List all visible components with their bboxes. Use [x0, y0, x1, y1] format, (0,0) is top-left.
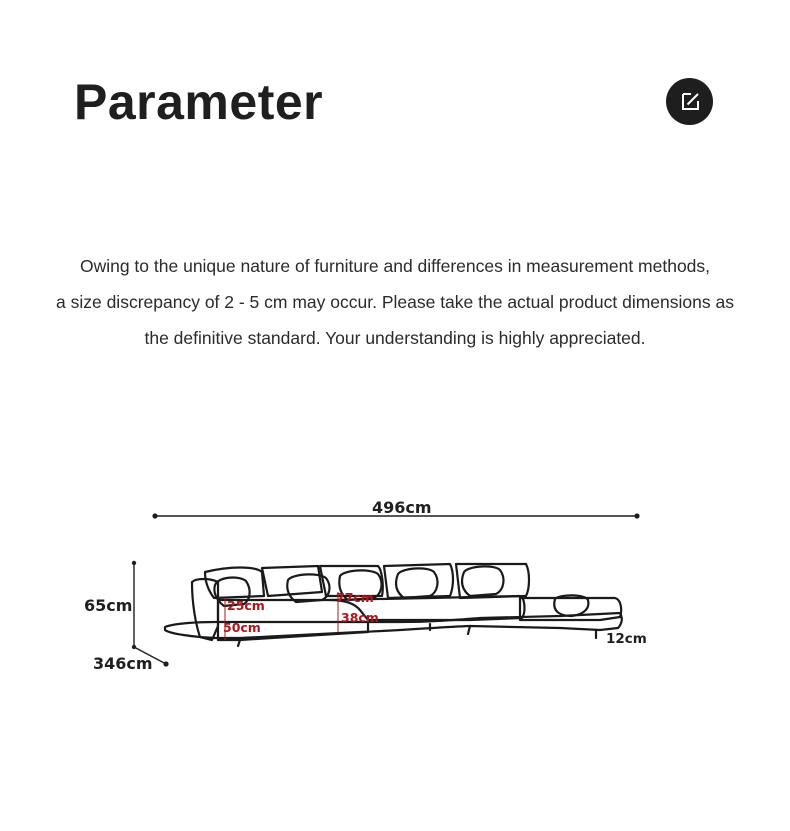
height-dimension-line	[132, 561, 136, 649]
notice-line: the definitive standard. Your understanding is highly appreciated.	[144, 328, 646, 348]
seat-height-label: 38cm	[341, 610, 379, 625]
back-height-label: 77cm	[336, 590, 374, 605]
width-label: 496cm	[372, 498, 432, 517]
height-label: 65cm	[84, 596, 133, 615]
seat-depth-label: 50cm	[223, 620, 261, 635]
depth-label: 346cm	[93, 654, 153, 673]
page-title: Parameter	[74, 74, 324, 130]
seat-inner-height-label: 25cm	[227, 598, 265, 613]
base-height-label: 12cm	[606, 631, 647, 647]
notice-line: a size discrepancy of 2 - 5 cm may occur. Please take the actual product dimensions as	[56, 292, 734, 312]
notice-line: Owing to the unique nature of furniture and differences in measurement methods,	[79, 256, 711, 276]
